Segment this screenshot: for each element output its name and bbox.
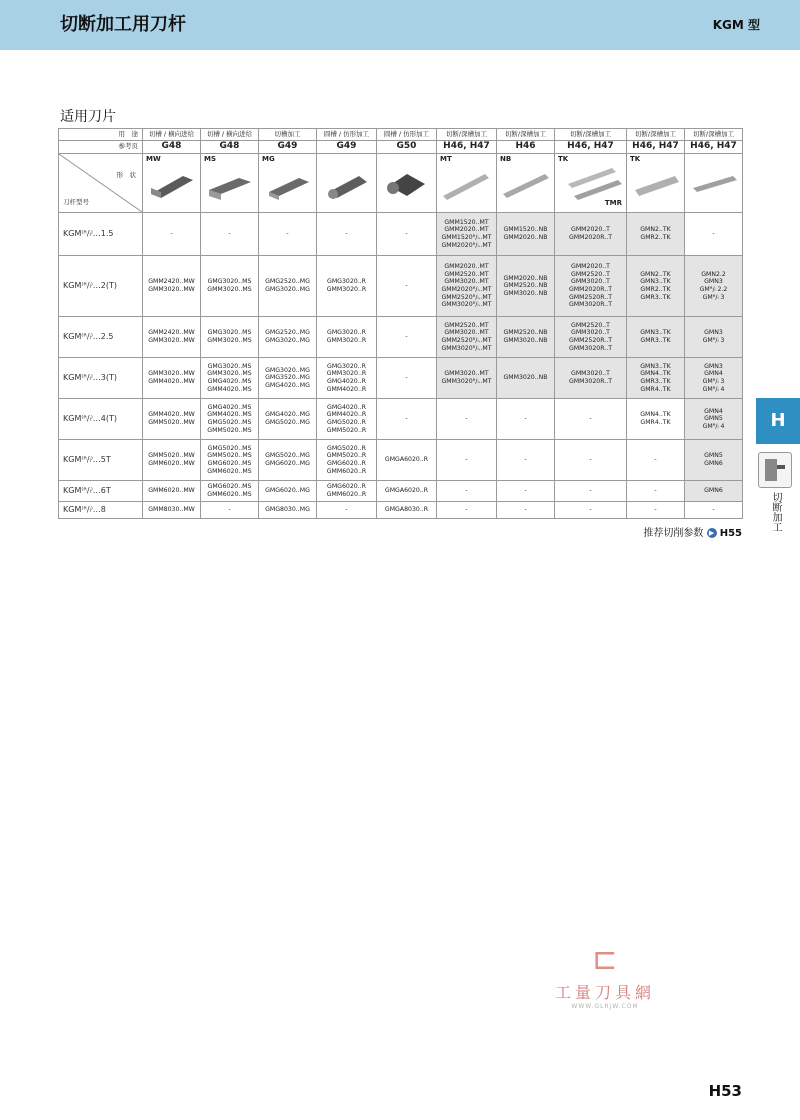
insert-cell: GMG3020..MS GMM3020..MS GMG4020..MS GMM4020..MS — [201, 358, 259, 399]
insert-code: NB — [500, 155, 512, 163]
table-row — [59, 481, 743, 502]
insert-shape-ms — [201, 154, 259, 213]
use-cell: 圆槽 / 仿形加工 — [377, 129, 437, 141]
insert-cell: GMN4 GMN5 GMᴿ/ₗ 4 — [685, 399, 743, 440]
insert-image — [501, 166, 551, 202]
tmr-label: TMR — [604, 199, 622, 208]
insert-shape-nb — [497, 154, 555, 213]
insert-code: MS — [204, 155, 217, 163]
insert-cell: GMG6020..MS GMM6020..MS — [201, 481, 259, 502]
use-label: 用 途 — [59, 129, 143, 141]
insert-cell: GMG3020..R GMM3020..R — [317, 256, 377, 317]
ref-page-cell: H46, H47 — [437, 141, 497, 154]
table-row — [59, 502, 743, 519]
insert-cell: - — [627, 481, 685, 502]
use-cell: 切槽加工 — [259, 129, 317, 141]
insert-cell: GMG2520..MG GMG3020..MG — [259, 256, 317, 317]
insert-cell: - — [497, 399, 555, 440]
insert-cell: GMG3020..R GMM3020..R GMG4020..R GMM4020..R — [317, 358, 377, 399]
insert-shape-mg — [259, 154, 317, 213]
holder-model: KGM⁽ᴿ/ₗ⁾…4(T) — [59, 399, 143, 440]
holder-model: KGM⁽ᴿ/ₗ⁾…8 — [59, 502, 143, 519]
holder-rows — [59, 213, 743, 519]
use-cell: 切槽 / 横向进给 — [201, 129, 259, 141]
insert-image — [689, 166, 739, 202]
insert-cell: GMG6020..R GMM6020..R — [317, 481, 377, 502]
insert-cell: GMG2520..MG GMG3020..MG — [259, 317, 317, 358]
insert-cell: GMM3020..NB — [497, 358, 555, 399]
insert-cell: GMM1520..NB GMM2020..NB — [497, 213, 555, 256]
model-label: KGM 型 — [712, 18, 760, 32]
insert-cell: GMN2..TK GMR2..TK — [627, 213, 685, 256]
section-title: 适用刀片 — [60, 109, 116, 125]
page-number: H53 — [708, 1082, 742, 1100]
insert-cell: GMM3020..MW GMM4020..MW — [143, 358, 201, 399]
insert-image — [321, 166, 371, 202]
insert-cell: GMM2020..MT GMM2520..MT GMM3020..MT GMM2020ᴿ/ₗ..MT GMM2520ᴿ/ₗ..MT GMM3020ᴿ/ₗ..MT — [437, 256, 497, 317]
insert-cell: GMM2420..MW GMM3020..MW — [143, 317, 201, 358]
insert-cell: GMM5020..MW GMM6020..MW — [143, 440, 201, 481]
holder-label: 刀杆型号 — [63, 198, 89, 207]
ref-page-cell: H46, H47 — [685, 141, 743, 154]
insert-cell: - — [377, 358, 437, 399]
insert-cell: GMM3020..MT GMM3020ᴿ/ₗ..MT — [437, 358, 497, 399]
insert-cell: GMM1520..MT GMM2020..MT GMM1520ᴿ/ₗ..MT GMM2020ᴿ/ₗ..MT — [437, 213, 497, 256]
table-row — [59, 358, 743, 399]
watermark-text: 工量刀具網 — [554, 983, 655, 1002]
insert-cell: - — [437, 440, 497, 481]
arrow-right-icon: ▶ — [707, 528, 717, 538]
insert-cell: GMG5020..MG GMG6020..MG — [259, 440, 317, 481]
insert-shape-mt — [437, 154, 497, 213]
insert-cell: GMG4020..R GMM4020..R GMG5020..R GMM5020..R — [317, 399, 377, 440]
insert-cell: GMG8030..MG — [259, 502, 317, 519]
insert-cell: GMM8030..MW — [143, 502, 201, 519]
watermark — [530, 940, 680, 1020]
table-row — [59, 317, 743, 358]
insert-cell: - — [497, 502, 555, 519]
watermark-logo-icon: ⊏ — [592, 942, 618, 977]
insert-code: MG — [262, 155, 275, 163]
ref-label: 参考页 — [59, 141, 143, 154]
insert-image — [631, 166, 681, 202]
ref-page-cell: G49 — [317, 141, 377, 154]
insert-cell: - — [685, 502, 743, 519]
insert-code: TK — [630, 155, 641, 163]
insert-cell: - — [685, 213, 743, 256]
insert-cell: - — [555, 440, 627, 481]
page-header — [0, 0, 800, 50]
insert-cell: - — [377, 399, 437, 440]
insert-cell: - — [377, 256, 437, 317]
insert-cell: GMM2420..MW GMM3020..MW — [143, 256, 201, 317]
insert-cell: GMG3020..R GMM3020..R — [317, 317, 377, 358]
ref-page-cell: G48 — [143, 141, 201, 154]
insert-cell: - — [377, 317, 437, 358]
use-cell: 切断/深槽加工 — [555, 129, 627, 141]
insert-cell: GMG4020..MG GMG5020..MG — [259, 399, 317, 440]
side-tab-letter[interactable]: H — [756, 398, 800, 444]
insert-cell: - — [497, 440, 555, 481]
insert-cell: GMM2020..T GMM2020R..T — [555, 213, 627, 256]
insert-image — [441, 166, 491, 202]
insert-cell: GMN2.2 GMN3 GMᴿ/ₗ 2.2 GMᴿ/ₗ 3 — [685, 256, 743, 317]
insert-cell: GMG3020..MG GMG3520..MG GMG4020..MG — [259, 358, 317, 399]
insert-cell: - — [627, 440, 685, 481]
cutting-conditions-ref[interactable] — [643, 524, 742, 539]
insert-cell: GMN3..TK GMN4..TK GMR3..TK GMR4..TK — [627, 358, 685, 399]
holder-model: KGM⁽ᴿ/ₗ⁾…3(T) — [59, 358, 143, 399]
use-cell: 圆槽 / 仿形加工 — [317, 129, 377, 141]
holder-model: KGM⁽ᴿ/ₗ⁾…5T — [59, 440, 143, 481]
ref-page-cell: H46 — [497, 141, 555, 154]
ref-text: 推荐切削参数 — [643, 528, 704, 539]
insert-image — [147, 166, 197, 202]
holder-model: KGM⁽ᴿ/ₗ⁾…2(T) — [59, 256, 143, 317]
insert-cell: GMM2520..T GMM3020..T GMM2520R..T GMM3020R..T — [555, 317, 627, 358]
watermark-url: WWW.GLRJW.COM — [571, 1003, 639, 1010]
insert-cell: GMN3 GMN4 GMᴿ/ₗ 3 GMᴿ/ₗ 4 — [685, 358, 743, 399]
table-row — [59, 399, 743, 440]
insert-cell: GMG3020..MS GMM3020..MS — [201, 256, 259, 317]
insert-cell: - — [143, 213, 201, 256]
insert-cell: GMN6 — [685, 481, 743, 502]
corner-header — [59, 154, 143, 213]
table-row — [59, 440, 743, 481]
insert-cell: GMM2520..NB GMM3020..NB — [497, 317, 555, 358]
insert-cell: GMG5020..R GMM5020..R GMG6020..R GMM6020..R — [317, 440, 377, 481]
ref-page-cell: H46, H47 — [627, 141, 685, 154]
insert-image — [263, 166, 313, 202]
insert-image — [381, 166, 431, 202]
insert-cell: - — [497, 481, 555, 502]
insert-shape-tk2 — [627, 154, 685, 213]
insert-cell: GMGA6020..R — [377, 481, 437, 502]
table-row — [59, 256, 743, 317]
insert-shape-gmn — [685, 154, 743, 213]
insert-cell: - — [201, 502, 259, 519]
insert-cell: GMN3 GMᴿ/ₗ 3 — [685, 317, 743, 358]
holder-model: KGM⁽ᴿ/ₗ⁾…2.5 — [59, 317, 143, 358]
insert-cell: - — [627, 502, 685, 519]
insert-cell: GMM2520..MT GMM3020..MT GMM2520ᴿ/ₗ..MT GMM3020ᴿ/ₗ..MT — [437, 317, 497, 358]
insert-code: MW — [146, 155, 161, 163]
insert-shape-round — [317, 154, 377, 213]
ref-page-cell: H46, H47 — [555, 141, 627, 154]
page-title: 切断加工用刀杆 — [60, 14, 186, 35]
insert-cell: GMG5020..MS GMM5020..MS GMG6020..MS GMM6020..MS — [201, 440, 259, 481]
ref-page-code: H55 — [719, 528, 742, 539]
insert-cell: GMN4..TK GMR4..TK — [627, 399, 685, 440]
side-tab-label: 切断加工 — [770, 492, 781, 532]
use-cell: 切断/深槽加工 — [627, 129, 685, 141]
parting-tool-icon — [758, 452, 792, 488]
insert-cell: - — [555, 481, 627, 502]
insert-cell: GMN2..TK GMN3..TK GMR2..TK GMR3..TK — [627, 256, 685, 317]
insert-cell: GMGA6020..R — [377, 440, 437, 481]
insert-cell: - — [317, 213, 377, 256]
insert-cell: GMM6020..MW — [143, 481, 201, 502]
use-cell: 切断/深槽加工 — [685, 129, 743, 141]
insert-cell: - — [555, 399, 627, 440]
insert-cell: GMM2020..T GMM2520..T GMM3020..T GMM2020R..T GMM2520R..T GMM3020R..T — [555, 256, 627, 317]
ref-page-row — [59, 141, 743, 154]
insert-image — [205, 166, 255, 202]
holder-model: KGM⁽ᴿ/ₗ⁾…1.5 — [59, 213, 143, 256]
shape-row — [59, 154, 743, 213]
insert-cell: - — [555, 502, 627, 519]
insert-cell: - — [437, 502, 497, 519]
insert-image — [559, 166, 623, 202]
insert-cell: - — [437, 481, 497, 502]
ref-page-cell: G48 — [201, 141, 259, 154]
insert-cell: GMM4020..MW GMM5020..MW — [143, 399, 201, 440]
insert-shape-round-a — [377, 154, 437, 213]
insert-cell: - — [259, 213, 317, 256]
use-cell: 切断/深槽加工 — [497, 129, 555, 141]
use-cell: 切断/深槽加工 — [437, 129, 497, 141]
insert-cell: GMM3020..T GMM3020R..T — [555, 358, 627, 399]
insert-cell: GMG3020..MS GMM3020..MS — [201, 317, 259, 358]
insert-cell: - — [317, 502, 377, 519]
use-row — [59, 129, 743, 141]
insert-cell: GMGA8030..R — [377, 502, 437, 519]
insert-shape-tk — [555, 154, 627, 213]
ref-page-cell: G49 — [259, 141, 317, 154]
holder-model: KGM⁽ᴿ/ₗ⁾…6T — [59, 481, 143, 502]
shape-label: 形 状 — [116, 171, 136, 179]
table-row — [59, 213, 743, 256]
insert-cell: - — [437, 399, 497, 440]
insert-cell: - — [377, 213, 437, 256]
insert-cell: GMN3..TK GMR3..TK — [627, 317, 685, 358]
insert-cell: GMG6020..MG — [259, 481, 317, 502]
insert-table — [58, 128, 743, 519]
insert-cell: GMG4020..MS GMM4020..MS GMG5020..MS GMM5020..MS — [201, 399, 259, 440]
insert-code: MT — [440, 155, 452, 163]
insert-code: TK — [558, 155, 569, 163]
use-cell: 切槽 / 横向进给 — [143, 129, 201, 141]
insert-cell: - — [201, 213, 259, 256]
ref-page-cell: G50 — [377, 141, 437, 154]
insert-shape-mw — [143, 154, 201, 213]
insert-cell: GMM2020..NB GMM2520..NB GMM3020..NB — [497, 256, 555, 317]
insert-cell: GMN5 GMN6 — [685, 440, 743, 481]
